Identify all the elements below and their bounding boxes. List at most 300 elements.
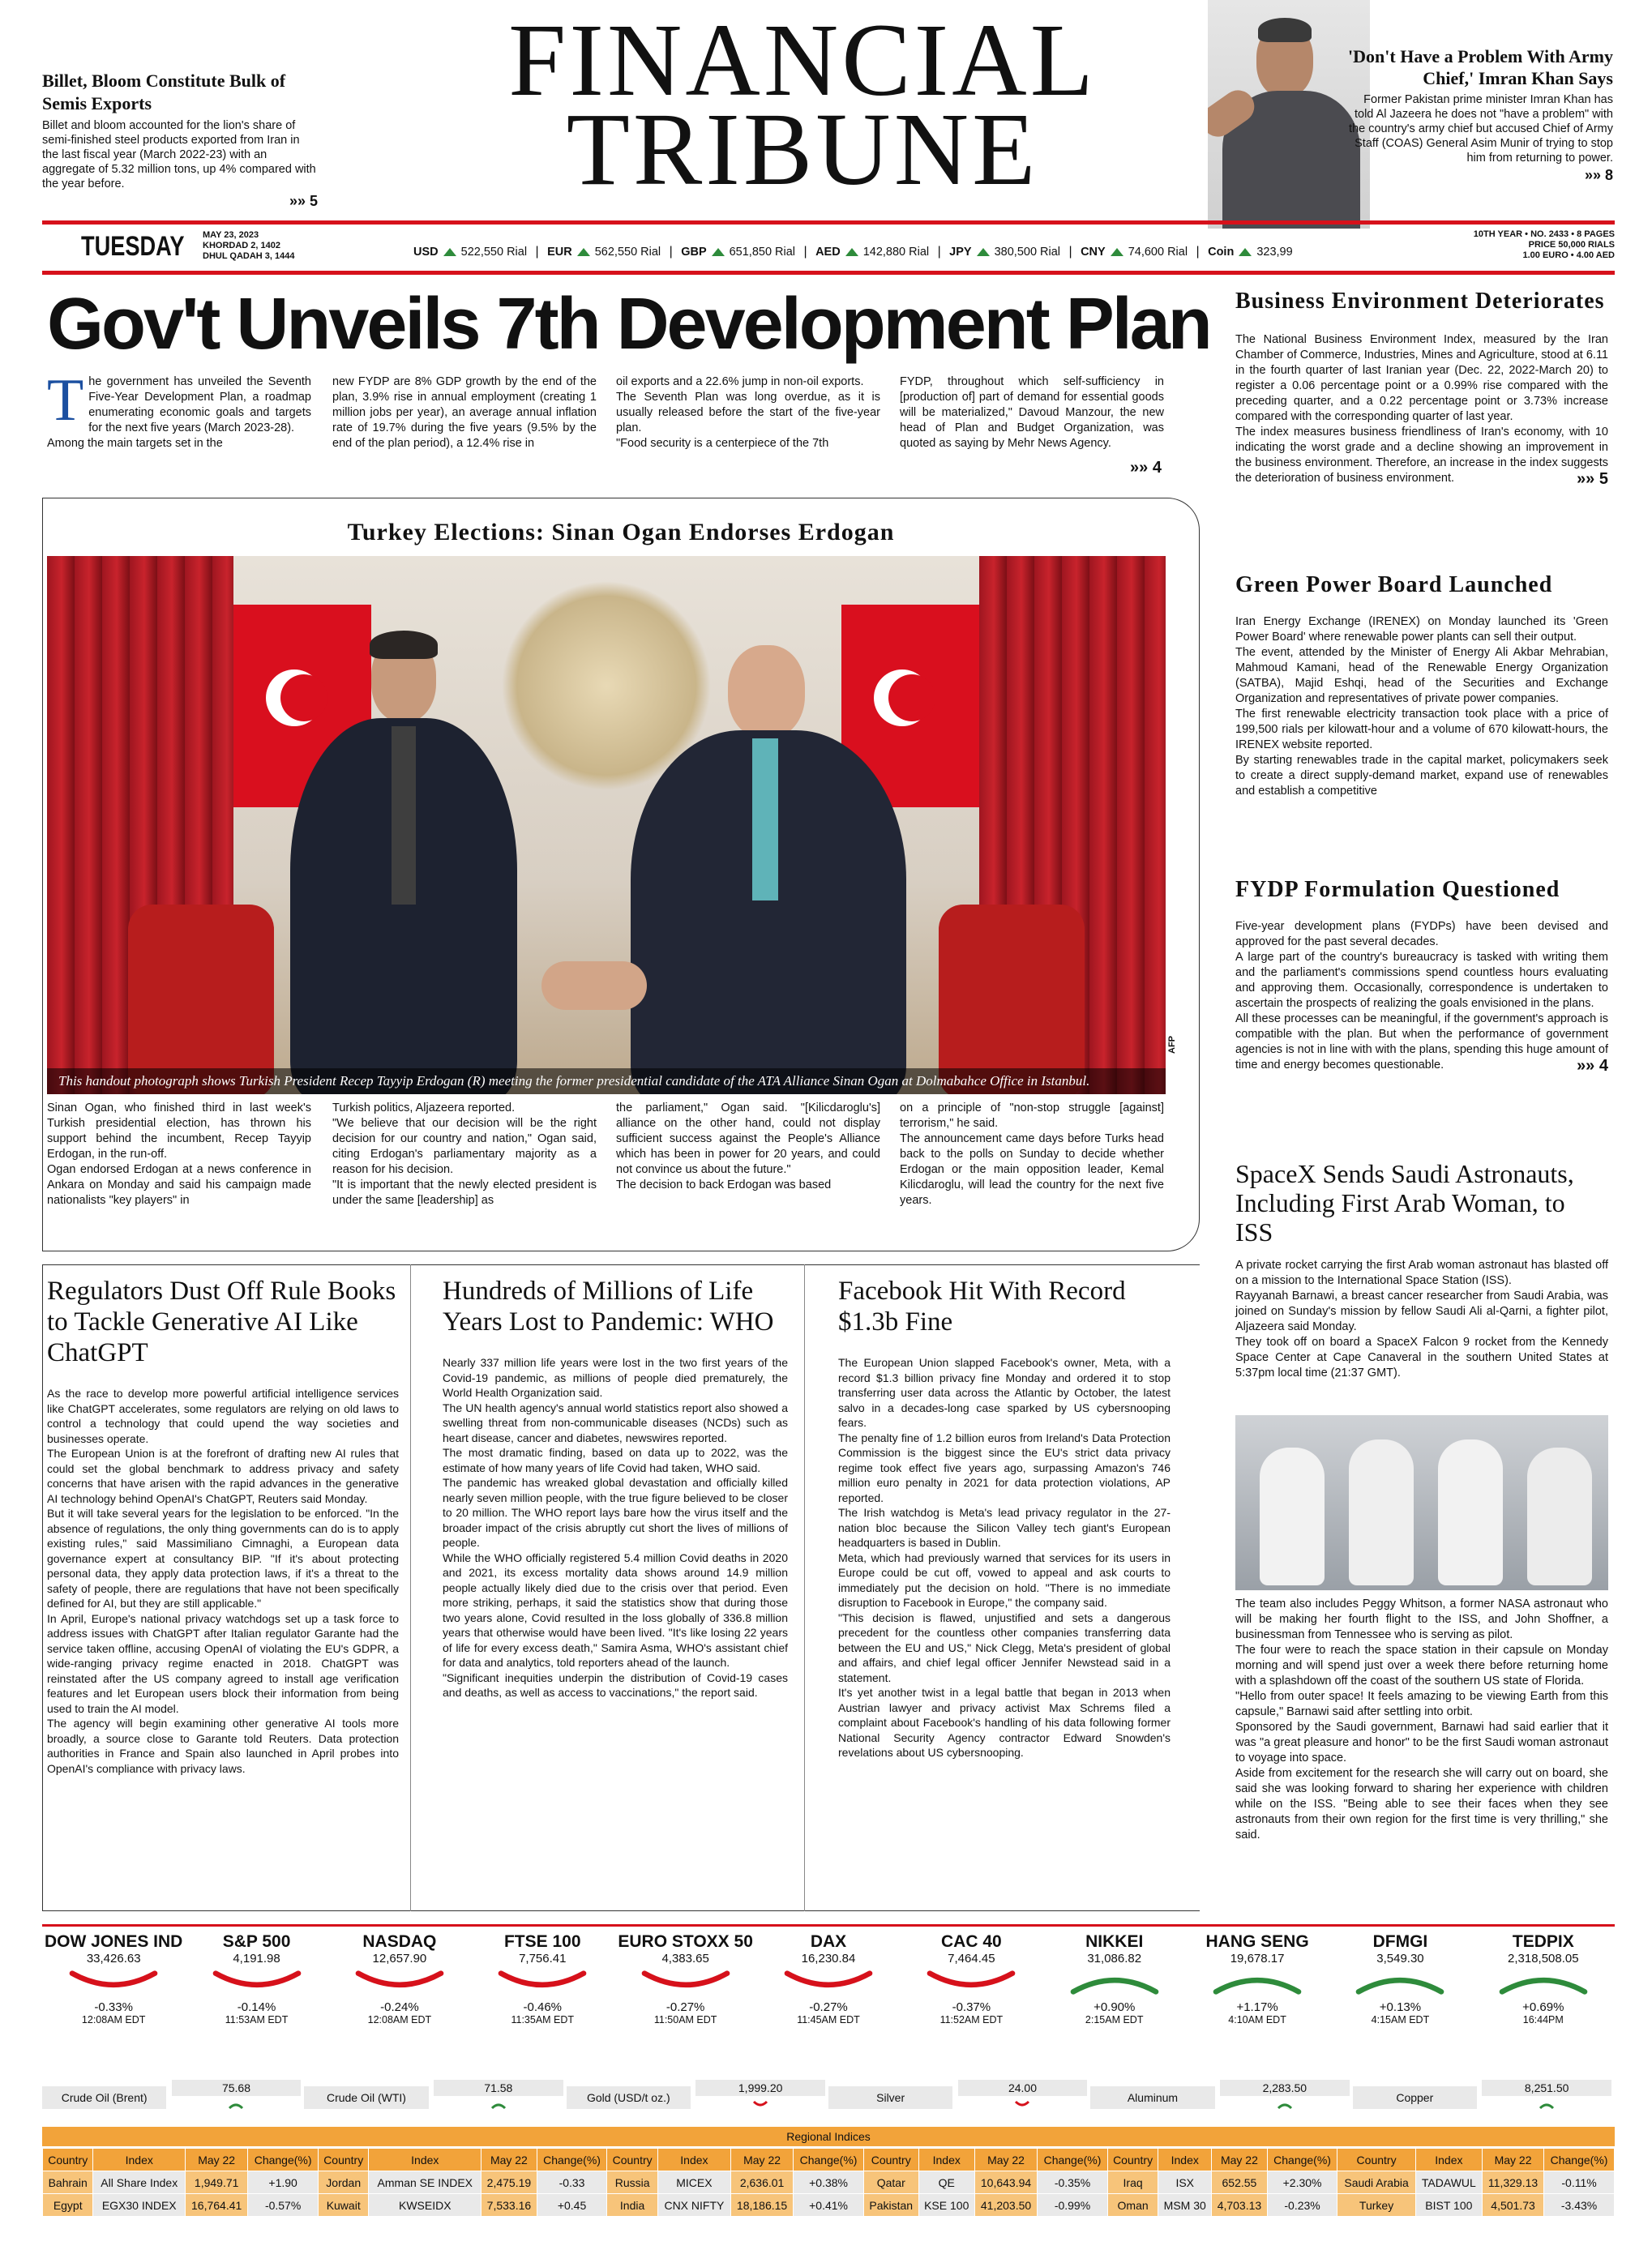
ticker-separator: | xyxy=(532,245,543,259)
change-cell: +0.41% xyxy=(794,2194,864,2217)
market-hang-seng[interactable] xyxy=(1186,1932,1329,2025)
commodity-value: 8,251.50 xyxy=(1482,2080,1611,2096)
trend-down-icon xyxy=(780,1969,877,1996)
market-dax[interactable] xyxy=(757,1932,900,2025)
astronaut-3 xyxy=(1438,1439,1503,1585)
masthead-rule-top xyxy=(42,220,1615,225)
market-time: 11:53AM EDT xyxy=(225,2014,289,2025)
left-chair xyxy=(128,905,274,1094)
regional-header-cell: Change(%) xyxy=(1038,2149,1108,2171)
value-cell: 4,501.73 xyxy=(1483,2194,1544,2217)
market-change: +0.69% xyxy=(1522,2000,1564,2014)
ticker-item-cny xyxy=(1081,246,1188,259)
ticker-value: 74,600 Rial xyxy=(1128,246,1188,259)
index-cell: Amman SE INDEX xyxy=(369,2171,481,2194)
ticker-separator: | xyxy=(666,245,677,259)
index-cell: All Share Index xyxy=(93,2171,186,2194)
up-arrow-icon xyxy=(443,248,456,256)
regional-header-cell: May 22 xyxy=(974,2149,1037,2171)
ticker-value: 380,500 Rial xyxy=(994,246,1061,259)
astronaut-1 xyxy=(1260,1448,1325,1585)
index-cell: KWSEIDX xyxy=(369,2194,481,2217)
up-arrow-icon xyxy=(1239,248,1252,256)
market-change: -0.46% xyxy=(523,2000,563,2014)
commodity-value: 2,283.50 xyxy=(1220,2080,1350,2096)
turkey-photo xyxy=(47,556,1166,1094)
market-arc xyxy=(185,1969,327,2000)
markets-rule xyxy=(42,1924,1615,1927)
change-cell: -3.43% xyxy=(1544,2194,1615,2217)
market-time: 11:52AM EDT xyxy=(939,2014,1004,2025)
market-change: -0.24% xyxy=(380,2000,419,2014)
market-nikkei[interactable] xyxy=(1043,1932,1186,2025)
value-cell: 1,949.71 xyxy=(186,2171,248,2194)
commodity-gold-usd-t-oz-[interactable] xyxy=(567,2080,825,2122)
ticker-separator: | xyxy=(934,245,945,259)
commodity-value-wrap xyxy=(958,2080,1088,2115)
index-cell: BIST 100 xyxy=(1415,2194,1482,2217)
regional-header-cell: May 22 xyxy=(730,2149,793,2171)
regional-header-cell: May 22 xyxy=(1483,2149,1544,2171)
market-dfmgi[interactable] xyxy=(1329,1932,1471,2025)
up-arrow-icon xyxy=(845,248,858,256)
market-dow-jones-ind[interactable] xyxy=(42,1932,185,2025)
market-name: NIKKEI xyxy=(1085,1932,1144,1951)
issue-price-rial: PRICE 50,000 RIALS xyxy=(1528,240,1615,250)
masthead-rule-bottom xyxy=(42,271,1615,275)
ticker-code: EUR xyxy=(547,246,572,259)
change-cell: -0.35% xyxy=(1038,2171,1108,2194)
regional-header-cell: Country xyxy=(1107,2149,1158,2171)
ticker-value: 142,880 Rial xyxy=(862,246,930,259)
ticker-item-eur xyxy=(547,246,661,259)
who-story[interactable] xyxy=(443,1276,788,1700)
market-s-p-500[interactable] xyxy=(185,1932,327,2025)
logo-line1[interactable]: FINANCIAL xyxy=(508,2,1097,118)
handshake xyxy=(541,961,647,1010)
regional-header-row xyxy=(43,2149,1615,2171)
trend-up-icon xyxy=(1351,1969,1449,1996)
biz-page-ref: »» 5 xyxy=(1577,470,1608,488)
country-cell: Bahrain xyxy=(43,2171,93,2194)
regional-header-cell: Index xyxy=(1415,2149,1482,2171)
value-cell: 7,533.16 xyxy=(481,2194,537,2217)
ticker-code: USD xyxy=(413,246,439,259)
commodity-value: 1,999.20 xyxy=(695,2080,825,2096)
ticker-value: 323,99 xyxy=(1256,246,1293,259)
value-cell: 4,703.13 xyxy=(1212,2194,1268,2217)
change-cell: -0.23% xyxy=(1267,2194,1337,2217)
index-cell: CNX NIFTY xyxy=(657,2194,730,2217)
regional-header-cell: Change(%) xyxy=(1267,2149,1337,2171)
ticker-item-coin xyxy=(1208,246,1293,259)
change-cell: +0.45 xyxy=(537,2194,607,2217)
market-value: 12,657.90 xyxy=(372,1952,427,1966)
regional-header-cell: Index xyxy=(1158,2149,1212,2171)
crescent-inner-right xyxy=(888,674,935,721)
ticker-code: CNY xyxy=(1081,246,1106,259)
market-change: -0.37% xyxy=(952,2000,991,2014)
commodity-value-wrap xyxy=(434,2080,563,2115)
regional-header-cell: Change(%) xyxy=(1544,2149,1615,2171)
erdogan-face xyxy=(728,645,805,738)
market-euro-stoxx-50[interactable] xyxy=(614,1932,756,2025)
regional-indices-table xyxy=(42,2148,1615,2217)
regional-header-cell: Country xyxy=(1337,2149,1415,2171)
ogan-tie xyxy=(392,726,416,905)
turkey-title[interactable]: Turkey Elections: Sinan Ogan Endorses Erdogan xyxy=(347,519,895,545)
issue-number: 10TH YEAR • NO. 2433 • 8 PAGES xyxy=(1473,229,1615,239)
issue-price-foreign: 1.00 EURO • 4.00 AED xyxy=(1522,250,1615,260)
ticker-separator: | xyxy=(1192,245,1204,259)
market-name: CAC 40 xyxy=(941,1932,1002,1951)
market-name: TEDPIX xyxy=(1512,1932,1574,1951)
market-cac-40[interactable] xyxy=(900,1932,1042,2025)
index-cell: KSE 100 xyxy=(918,2194,974,2217)
drop-cap: T xyxy=(47,367,84,434)
market-arc xyxy=(900,1969,1042,2000)
market-time: 2:15AM EDT xyxy=(1085,2014,1144,2025)
commodity-value-wrap xyxy=(1482,2080,1611,2115)
commodity-aluminum[interactable] xyxy=(1090,2080,1349,2122)
regional-header-cell: Change(%) xyxy=(794,2149,864,2171)
day-label: TUESDAY xyxy=(81,231,185,262)
ticker-item-aed xyxy=(815,246,929,259)
market-value: 16,230.84 xyxy=(801,1952,856,1966)
left-teaser-body: Billet and bloom accounted for the lion's share of semi-finished steel products exported from Iran in the last fiscal year (March 2022-23) with an aggregate of 5.32 million tons, up 4% compared with the year before. xyxy=(42,119,316,190)
left-teaser[interactable] xyxy=(42,70,318,210)
lead-page-ref: »» 4 xyxy=(1130,459,1162,477)
up-arrow-icon xyxy=(977,248,990,256)
market-arc xyxy=(42,1969,185,2000)
regional-header-cell: Country xyxy=(863,2149,918,2171)
market-name: DOW JONES IND xyxy=(45,1932,183,1951)
fydp-title[interactable]: FYDP Formulation Questioned xyxy=(1235,877,1560,902)
trend-up-icon xyxy=(1066,1969,1163,1996)
ai-title[interactable]: Regulators Dust Off Rule Books to Tackle Generative AI Like ChatGPT xyxy=(47,1277,396,1367)
ogan-hair xyxy=(370,631,438,659)
right-teaser[interactable] xyxy=(1346,45,1613,184)
lead-col-2: new FYDP are 8% GDP growth by the end of the plan, 3.9% rise in annual employment (creating 1 million jobs per year), an average annual inflation rate of 19.7% during the five years (9.5% by the end of the plan period), a 12.4% rise in xyxy=(332,375,597,450)
market-value: 7,464.45 xyxy=(948,1952,995,1966)
market-value: 31,086.82 xyxy=(1087,1952,1142,1966)
change-cell: -0.99% xyxy=(1038,2194,1108,2217)
regional-header-cell: Index xyxy=(918,2149,974,2171)
turkey-col-4: on a principle of "non-stop struggle [against] terrorism," he said. The announcement came days before Turks head back to the polls on Sunday to decide whether Erdogan or the main opposition leader, Kemal Kilicdaroglu, will lead the country for the next five years. xyxy=(900,1101,1164,1207)
right-teaser-body: Former Pakistan prime minister Imran Khan has told Al Jazeera he does not "have a problem" with the country's army chief but accused Chief of Army Staff (COAS) General Asim Munir of trying to stop him from returning to power. xyxy=(1349,93,1613,165)
commodity-value: 71.58 xyxy=(434,2080,563,2096)
ticker-item-jpy xyxy=(949,246,1060,259)
market-time: 11:50AM EDT xyxy=(653,2014,717,2025)
market-change: -0.27% xyxy=(809,2000,848,2014)
country-cell: Egypt xyxy=(43,2194,93,2217)
lead-headline[interactable]: Gov't Unveils 7th Development Plan xyxy=(47,284,1210,365)
green-body: Iran Energy Exchange (IRENEX) on Monday launched its 'Green Power Board' where renewable power plants can sell their output. The event, attended by the Minister of Energy Ali Akbar Mehrabian, Mahmoud Kamani, head of the Renewable Energy Organization (SATBA), Majid Eshqi, head of the Securities and Exchange Organization and representatives of private power companies. The first renewable electricity transaction took place with a price of 199,500 rials per kilowatt-hour and a volume of 670 kilowatt-hours, the IRENEX website reported. By starting renewables trade in the capital market, policymakers seek to create a direct supply-demand market, expand use of renewables and establish a competitive xyxy=(1235,615,1608,798)
commodity-crude-oil-wti-[interactable] xyxy=(304,2080,563,2122)
ticker-separator: | xyxy=(1065,245,1076,259)
trend-down-icon xyxy=(752,2099,768,2111)
trend-down-icon xyxy=(1014,2099,1030,2111)
market-tedpix[interactable] xyxy=(1472,1932,1615,2025)
right-teaser-page: »» 8 xyxy=(1584,167,1613,183)
logo-line2[interactable]: TRIBUNE xyxy=(566,92,1039,207)
ticker-value: 522,550 Rial xyxy=(460,246,528,259)
spacex-body-1: A private rocket carrying the first Arab woman astronaut has blasted off on a mission to the International Space Station (ISS). Rayyanah Barnawi, a breast cancer researcher from Saudi Arabia, was joined on Sunday's mission by fellow Saudi Ali al-Qarni, a fighter pilot, Aljazeera said Monday. They took off on board a SpaceX Falcon 9 rocket from the Kennedy Space Center at Cape Canaveral in the southern United States at 5:37pm local time (21:37 GMT). xyxy=(1235,1259,1608,1380)
ticker-code: GBP xyxy=(681,246,707,259)
left-teaser-page: »» 5 xyxy=(289,193,318,209)
biz-body: The National Business Environment Index, measured by the Iran Chamber of Commerce, Industries, Mines and Agriculture, stood at 6.11 in the fourth quarter of last Iranian year (Dec. 22, 2022-March 20) to register a 0.06 percentage point or a 0.99% rise compared with the preceding quarter, and a 0.22 percentage point or 3.73% increase compared with the corresponding quarter of last year. The index measures business friendliness of Iran's economy, with 10 indicating the worst grade and a decline showing an improvement in the business environment. Therefore, an increase in the index suggests the deterioration of business environment. xyxy=(1235,333,1608,485)
ticker-value: 562,550 Rial xyxy=(594,246,661,259)
change-cell: -0.33 xyxy=(537,2171,607,2194)
trend-up-icon xyxy=(490,2099,507,2111)
ticker-separator: | xyxy=(800,245,811,259)
biz-title[interactable]: Business Environment Deteriorates xyxy=(1235,289,1605,314)
market-time: 16:44PM xyxy=(1522,2014,1564,2025)
index-cell: MSM 30 xyxy=(1158,2194,1212,2217)
commodity-crude-oil-brent-[interactable] xyxy=(42,2080,301,2122)
commodity-value: 75.68 xyxy=(172,2080,302,2096)
lead-col-1-text: he government has unveiled the Seventh Five-Year Development Plan, a roadmap enumerating economic goals and targets for the next five years (March 2023-28). Among the main targets set in the xyxy=(47,375,311,450)
right-teaser-title[interactable]: 'Don't Have a Problem With Army Chief,' Imran Khan Says xyxy=(1348,46,1613,88)
up-arrow-icon xyxy=(577,248,590,256)
market-change: +0.13% xyxy=(1379,2000,1422,2014)
regional-table xyxy=(42,2148,1615,2217)
trend-down-icon xyxy=(351,1969,448,1996)
regional-header-cell: May 22 xyxy=(481,2149,537,2171)
up-arrow-icon xyxy=(1111,248,1123,256)
turkey-col-1: Sinan Ogan, who finished third in last week's Turkish presidential election, has thrown his support behind the incumbent, Recep Tayyip Erdogan, in the run-off. Ogan endorsed Erdogan at a news conference in Ankara on Monday and said his campaign made nationalists "key players" in xyxy=(47,1101,311,1207)
ticker-item-gbp xyxy=(681,246,795,259)
market-arc xyxy=(1329,1969,1471,2000)
hair-shape xyxy=(1258,18,1312,42)
commodity-name: Gold (USD/t oz.) xyxy=(567,2086,691,2109)
commodity-copper[interactable] xyxy=(1353,2080,1611,2122)
spacex-body-2: The team also includes Peggy Whitson, a former NASA astronaut who will be making her fourth flight to the ISS, and John Shoffner, a businessman from Tennessee who is serving as pilot. The four were to reach the space station in their capsule on Monday morning and will spend just over a week there before returning home with a splashdown off the coast of the southern US state of Florida. "Hello from outer space! It feels amazing to be viewing Earth from this capsule," Barnawi said after settling into orbit. Sponsored by the Saudi government, Barnawi had said earlier that it was "a great pleasure and honor" to be the first Saudi woman astronaut to voyage into space. Aside from excitement for the research she will carry out on board, she said she was looking forward to sharing her experience with children while on the ISS. "Being able to see their faces when they see astronauts from their own region for the first time is very thrilling," she said. xyxy=(1235,1598,1608,1841)
fb-title[interactable]: Facebook Hit With Record $1.3b Fine xyxy=(838,1277,1126,1337)
commodity-value-wrap xyxy=(172,2080,302,2115)
ai-story[interactable] xyxy=(47,1276,399,1776)
market-name: NASDAQ xyxy=(362,1932,437,1951)
market-arc xyxy=(471,1969,614,2000)
spacex-title[interactable]: SpaceX Sends Saudi Astronauts, Including First Arab Woman, to ISS xyxy=(1235,1159,1574,1247)
market-value: 2,318,508.05 xyxy=(1508,1952,1579,1966)
commodity-name: Crude Oil (WTI) xyxy=(304,2086,428,2109)
ticker-value: 651,850 Rial xyxy=(729,246,796,259)
commodity-silver[interactable] xyxy=(828,2080,1087,2122)
regional-header-cell: May 22 xyxy=(1212,2149,1268,2171)
market-value: 19,678.17 xyxy=(1230,1952,1285,1966)
ticker-code: AED xyxy=(815,246,841,259)
country-cell: Pakistan xyxy=(863,2194,918,2217)
commodity-name: Silver xyxy=(828,2086,952,2109)
photo-caption: This handout photograph shows Turkish President Recep Tayyip Erdogan (R) meeting the former presidential candidate of the ATA Alliance Sinan Ogan at Dolmabahce Office in Istanbul. xyxy=(47,1068,1166,1094)
market-value: 3,549.30 xyxy=(1376,1952,1424,1966)
market-time: 4:10AM EDT xyxy=(1228,2014,1286,2025)
regional-header-cell: May 22 xyxy=(186,2149,248,2171)
value-cell: 11,329.13 xyxy=(1483,2171,1544,2194)
commodity-name: Crude Oil (Brent) xyxy=(42,2086,166,2109)
regional-header-cell: Change(%) xyxy=(537,2149,607,2171)
country-cell: Jordan xyxy=(318,2171,368,2194)
trend-down-icon xyxy=(922,1969,1020,1996)
market-name: S&P 500 xyxy=(222,1932,291,1951)
change-cell: -0.57% xyxy=(248,2194,319,2217)
trend-down-icon xyxy=(65,1969,162,1996)
country-cell: Saudi Arabia xyxy=(1337,2171,1415,2194)
trend-down-icon xyxy=(494,1969,591,1996)
spacex-story[interactable] xyxy=(1235,1159,1608,1381)
market-change: +1.17% xyxy=(1236,2000,1278,2014)
market-change: -0.27% xyxy=(666,2000,705,2014)
rule-1 xyxy=(410,1264,411,1911)
turkey-col-3: the parliament," Ogan said. "[Kilicdaroglu's] alliance on the other hand, could not display sufficient success against the People's Alliance which has been in power for 20 years, and could not convince us about the future." The decision to back Erdogan was based xyxy=(616,1101,880,1191)
market-time: 12:08AM EDT xyxy=(367,2014,432,2025)
trend-up-icon xyxy=(1209,1969,1306,1996)
market-name: HANG SENG xyxy=(1205,1932,1309,1951)
change-cell: +1.90 xyxy=(248,2171,319,2194)
issue-block xyxy=(1435,229,1615,261)
commodities-row xyxy=(42,2080,1615,2122)
country-cell: Iraq xyxy=(1107,2171,1158,2194)
trend-up-icon xyxy=(228,2099,244,2111)
market-ftse-100[interactable] xyxy=(471,1932,614,2025)
date-block xyxy=(203,230,295,262)
country-cell: Oman xyxy=(1107,2194,1158,2217)
change-cell: -0.11% xyxy=(1544,2171,1615,2194)
ai-body: As the race to develop more powerful artificial intelligence services like ChatGPT accelerates, some regulators are relying on old laws to control a technology that could upend the way societies and businesses operate. The European Union is at the forefront of drafting new AI rules that could set the global benchmark to address privacy and safety concerns that have arisen with the rapid advances in the generative AI technology behind OpenAI's ChatGPT, Reuters said Monday. But it will take several years for the legislation to be enforced. "In the absence of regulations, the only thing governments can do is to apply existing rules," said Massimiliano Cimnaghi, a European data governance expert at consultancy BIP. "If it's about protecting personal data, they apply data protection laws, if it's a threat to the safety of people, there are regulations that have not been specifically defined for AI, but they are still applicable." In April, Europe's national privacy watchdogs set up a task force to address issues with ChatGPT after Italian regulator Garante had the service taken offline, accusing OpenAI of violating the EU's GDPR, a wide-ranging privacy regime enacted in 2018. ChatGPT was reinstated after the US company agreed to install age verification features and let European users block their information from being used to train the AI model. The agency will begin examining other generative AI tools more broadly, a source close to Garante told Reuters. Data protection authorities in France and Spain also launched in April probes into OpenAI's compliance with privacy laws. xyxy=(47,1387,399,1775)
date-gregorian: MAY 23, 2023 xyxy=(203,230,259,240)
trend-down-icon xyxy=(637,1969,734,1996)
trend-down-icon xyxy=(208,1969,306,1996)
value-cell: 2,636.01 xyxy=(730,2171,793,2194)
lead-col-4: FYDP, throughout which self-sufficiency in [production of] part of demand for essential goods will be materialized," Davoud Manzour, the new head of Plan and Budget Organization, was quoted as saying by Mehr News Agency. xyxy=(900,375,1164,450)
astronauts-photo xyxy=(1235,1415,1608,1590)
change-cell: +2.30% xyxy=(1267,2171,1337,2194)
date-persian: KHORDAD 2, 1402 xyxy=(203,241,280,250)
photo-credit: AFP xyxy=(1167,1036,1177,1054)
table-row xyxy=(43,2171,1615,2194)
rule-2 xyxy=(804,1264,805,1911)
table-row xyxy=(43,2194,1615,2217)
country-cell: Qatar xyxy=(863,2171,918,2194)
ticker-item-usd xyxy=(413,246,527,259)
market-arc xyxy=(614,1969,756,2000)
market-arc xyxy=(1043,1969,1186,2000)
ticker-code: JPY xyxy=(949,246,972,259)
crescent-inner xyxy=(280,674,327,721)
market-value: 7,756.41 xyxy=(519,1952,567,1966)
market-change: -0.33% xyxy=(94,2000,133,2014)
markets-row xyxy=(42,1932,1615,2078)
ticker-code: Coin xyxy=(1208,246,1235,259)
commodity-value: 24.00 xyxy=(958,2080,1088,2096)
regional-header-cell: Index xyxy=(93,2149,186,2171)
market-name: DFMGI xyxy=(1372,1932,1428,1951)
fydp-story[interactable] xyxy=(1235,877,1608,1076)
market-arc xyxy=(757,1969,900,2000)
market-value: 33,426.63 xyxy=(86,1952,141,1966)
commodity-value-wrap xyxy=(695,2080,825,2115)
regional-header-cell: Change(%) xyxy=(248,2149,319,2171)
left-teaser-title[interactable]: Billet, Bloom Constitute Bulk of Semis Exports xyxy=(42,71,286,113)
market-arc xyxy=(328,1969,471,2000)
market-time: 11:35AM EDT xyxy=(511,2014,575,2025)
market-nasdaq[interactable] xyxy=(328,1932,471,2025)
fb-story[interactable] xyxy=(838,1276,1171,1760)
trend-up-icon xyxy=(1277,2099,1293,2111)
index-cell: QE xyxy=(918,2171,974,2194)
astronaut-4 xyxy=(1527,1448,1592,1585)
up-arrow-icon xyxy=(712,248,725,256)
date-hijri: DHUL QADAH 3, 1444 xyxy=(203,251,295,261)
country-cell: Russia xyxy=(607,2171,657,2194)
market-change: +0.90% xyxy=(1093,2000,1136,2014)
right-chair xyxy=(939,905,1085,1094)
change-cell: +0.38% xyxy=(794,2171,864,2194)
market-arc xyxy=(1472,1969,1615,2000)
index-cell: MICEX xyxy=(657,2171,730,2194)
regional-indices-title: Regional Indices xyxy=(42,2127,1615,2146)
fydp-page-ref: »» 4 xyxy=(1577,1057,1608,1075)
regional-header-cell: Country xyxy=(318,2149,368,2171)
fb-body: The European Union slapped Facebook's owner, Meta, with a record $1.3 billion privacy fine Monday and ordered it to stop transferring user data across the Atlantic by October, the latest salvo in a decades-long case sparked by US cybersnooping fears. The penalty fine of 1.2 billion euros from Ireland's Data Protection Commission is the biggest since the EU's strict data privacy regime took effect five years ago, surpassing Amazon's 746 million euro penalty in 2021 for data protection violations, AP reported. The Irish watchdog is Meta's lead privacy regulator in the 27-nation bloc because the Silicon Valley tech giant's European headquarters is based in Dublin. Meta, which had previously warned that services for its users in Europe could be cut off, vowed to appeal and ask courts to immediately put the decision on hold. "There is no immediate disruption to Facebook in Europe," the company said. "This decision is flawed, unjustified and sets a dangerous precedent for the countless other companies transferring data between the EU and US," Nick Clegg, Meta's president of global and affairs, and chief legal officer Jennifer Newstead said in a statement. It's yet another twist in a legal battle that began in 2013 when Austrian lawyer and privacy activist Max Schrems filed a complaint about Facebook's handling of his data following former National Security Agency contractor Edward Snowden's revelations about US cybersnooping. xyxy=(838,1356,1171,1759)
masthead xyxy=(0,0,1652,276)
value-cell: 652.55 xyxy=(1212,2171,1268,2194)
trend-up-icon xyxy=(1495,1969,1592,1996)
commodity-name: Copper xyxy=(1353,2086,1477,2109)
market-time: 11:45AM EDT xyxy=(797,2014,860,2025)
market-time: 4:15AM EDT xyxy=(1371,2014,1430,2025)
lead-col-3: oil exports and a 22.6% jump in non-oil exports. The Seventh Plan was long overdue, as it is usually released before the start of the five-year plan. "Food security is a centerpiece of the 7th xyxy=(616,375,880,450)
erdogan-tie xyxy=(752,738,778,900)
market-arc xyxy=(1186,1969,1329,2000)
market-value: 4,191.98 xyxy=(233,1952,280,1966)
value-cell: 16,764.41 xyxy=(186,2194,248,2217)
green-title[interactable]: Green Power Board Launched xyxy=(1235,572,1553,597)
commodity-value-wrap xyxy=(1220,2080,1350,2115)
fydp-body: Five-year development plans (FYDPs) have been devised and approved for the past several decades. A large part of the country's bureaucracy is tasked with writing them and the parliament's commissions spend countless hours evaluating and approving them. Occasionally, correspondence is undertaken to ascertain the prospects of realizing the goals envisioned in the plans. All these processes can be meaningful, if the government's approach is compatible with the plan. But when the performance of government agencies is not in line with with the plans, spending this huge amount of time and energy becomes questionable. xyxy=(1235,920,1608,1072)
market-time: 12:08AM EDT xyxy=(81,2014,146,2025)
astronaut-2 xyxy=(1349,1439,1414,1585)
currency-ticker xyxy=(413,245,1435,259)
country-cell: India xyxy=(607,2194,657,2217)
value-cell: 2,475.19 xyxy=(481,2171,537,2194)
trend-up-icon xyxy=(1539,2099,1555,2111)
index-cell: EGX30 INDEX xyxy=(93,2194,186,2217)
biz-story[interactable] xyxy=(1235,289,1608,489)
market-name: EURO STOXX 50 xyxy=(618,1932,753,1951)
turkey-col-2: Turkish politics, Aljazeera reported. "We believe that our decision will be the right decision for our country and nation," Ogan said, citing Erdogan's parliamentary majority as a reason for his decision. "It is important that the newly elected president is under the same [leadership] as xyxy=(332,1101,597,1207)
regional-header-cell: Country xyxy=(43,2149,93,2171)
value-cell: 41,203.50 xyxy=(974,2194,1037,2217)
regional-header-cell: Index xyxy=(369,2149,481,2171)
market-name: DAX xyxy=(810,1932,847,1951)
index-cell: ISX xyxy=(1158,2171,1212,2194)
who-title[interactable]: Hundreds of Millions of Life Years Lost to Pandemic: WHO xyxy=(443,1277,774,1337)
value-cell: 10,643.94 xyxy=(974,2171,1037,2194)
who-body: Nearly 337 million life years were lost in the two first years of the Covid-19 pandemic, as millions of people died prematurely, the World Health Organization said. The UN health agency's annual world statistics report also showed a swelling threat from non-communicable diseases (NCDs) such as heart disease, cancer and diabetes, newswires reported. The most dramatic finding, based on data up to 2022, was the estimate of how many years of life Covid had taken, WHO said. The pandemic has wreaked global devastation and officially killed nearly seven million people, with the true figure believed to be closer to 20 million. The WHO report lays bare how the virus itself and the broader impact of the crisis abruptly cut short the lives of millions of people. While the WHO officially registered 5.4 million Covid deaths in 2020 and 2021, its excess mortality data shows around 14.9 million people actually likely died due to the crisis over that period. Even more striking, perhaps, it said the statistics show that during those two years alone, Covid resulted in the loss globally of 336.8 million years that otherwise would have been lived. "It's like losing 22 years of life for every excess death," Samira Asma, WHO's assistant chief for data and analytics, told reporters ahead of the launch. "Significant inequities underpin the distribution of Covid-19 cases and deaths, as well as access to vaccinations," the report said. xyxy=(443,1356,788,1699)
regional-header-cell: Index xyxy=(657,2149,730,2171)
regional-header-cell: Country xyxy=(607,2149,657,2171)
market-change: -0.14% xyxy=(237,2000,276,2014)
country-cell: Turkey xyxy=(1337,2194,1415,2217)
value-cell: 18,186.15 xyxy=(730,2194,793,2217)
market-value: 4,383.65 xyxy=(661,1952,709,1966)
lead-col-1 xyxy=(47,367,311,451)
green-story[interactable] xyxy=(1235,572,1608,799)
market-name: FTSE 100 xyxy=(503,1932,581,1951)
index-cell: TADAWUL xyxy=(1415,2171,1482,2194)
